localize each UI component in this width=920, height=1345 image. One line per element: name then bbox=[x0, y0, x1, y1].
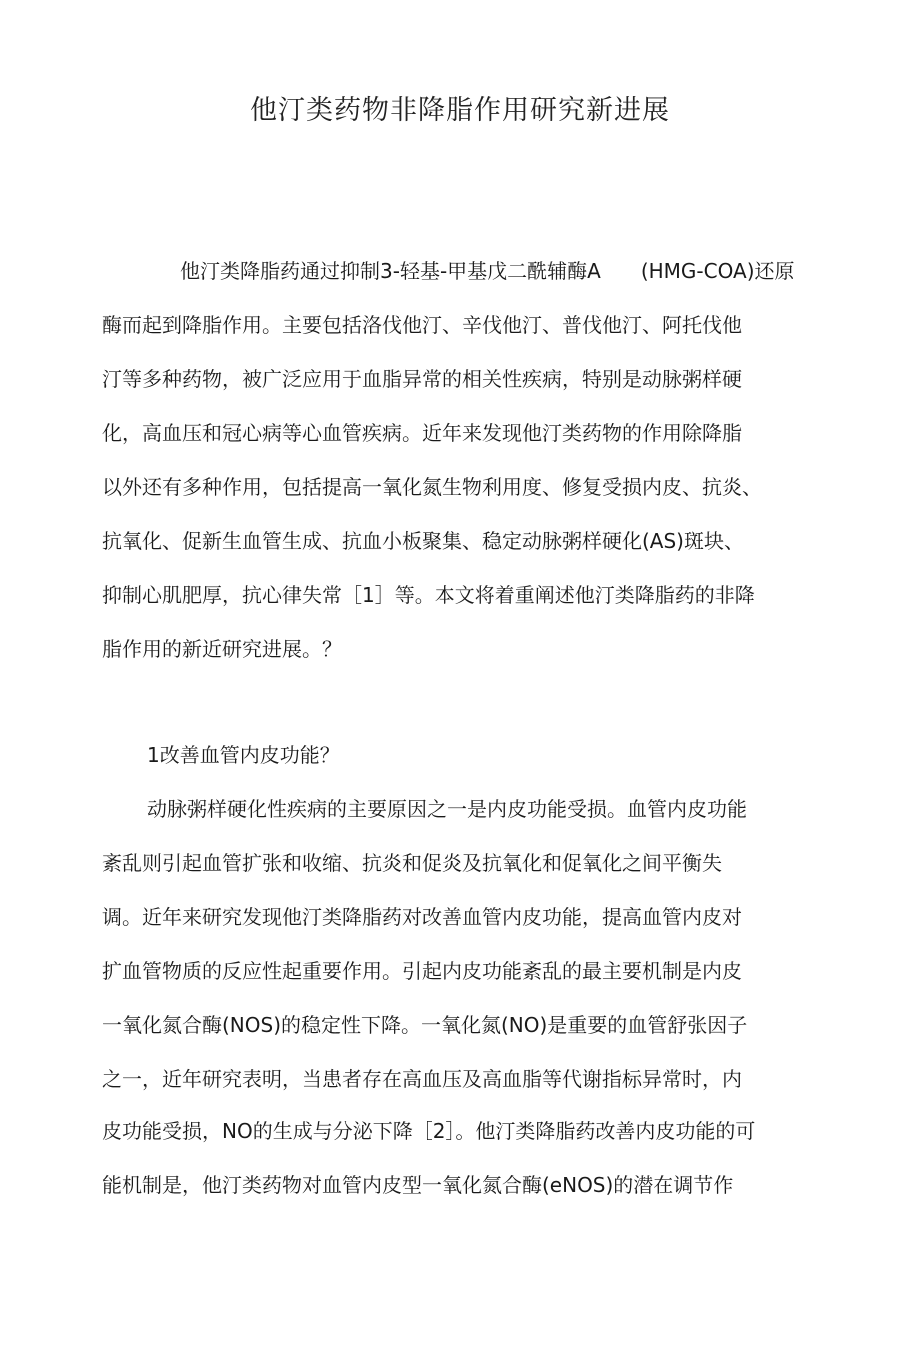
intro-line: 酶而起到降脂作用。主要包括洛伐他汀、辛伐他汀、普伐他汀、阿托伐他 bbox=[102, 313, 742, 337]
section-line: 动脉粥样硬化性疾病的主要原因之一是内皮功能受损。血管内皮功能 bbox=[147, 797, 747, 821]
section-line: 调。近年来研究发现他汀类降脂药对改善血管内皮功能，提高血管内皮对 bbox=[102, 905, 742, 929]
intro-line: 脂作用的新近研究进展。？ bbox=[102, 637, 342, 661]
intro-line: 他汀类降脂药通过抑制3-轻基-甲基戊二酰辅酶A (HMG-COA)还原 bbox=[180, 259, 795, 283]
section-line: 皮功能受损，NO的生成与分泌下降［2］。他汀类降脂药改善内皮功能的可 bbox=[102, 1119, 756, 1143]
intro-line: 化，高血压和冠心病等心血管疾病。近年来发现他汀类药物的作用除降脂 bbox=[102, 421, 742, 445]
section-line: 扩血管物质的反应性起重要作用。引起内皮功能紊乱的最主要机制是内皮 bbox=[102, 959, 742, 983]
section-line: 之一，近年研究表明，当患者存在高血压及高血脂等代谢指标异常时，内 bbox=[102, 1067, 742, 1091]
intro-line: 以外还有多种作用，包括提高一氧化氮生物利用度、修复受损内皮、抗炎、 bbox=[102, 475, 762, 499]
document-title: 他汀类药物非降脂作用研究新进展 bbox=[250, 95, 670, 126]
section-line: 一氧化氮合酶(NOS)的稳定性下降。一氧化氮(NO)是重要的血管舒张因子 bbox=[102, 1013, 748, 1037]
intro-line: 抗氧化、促新生血管生成、抗血小板聚集、稳定动脉粥样硬化(AS)斑块、 bbox=[102, 529, 744, 553]
section-heading: 1改善血管内皮功能？ bbox=[147, 743, 340, 767]
section-line: 能机制是，他汀类药物对血管内皮型一氧化氮合酶(eNOS)的潜在调节作 bbox=[102, 1173, 734, 1197]
section-line: 紊乱则引起血管扩张和收缩、抗炎和促炎及抗氧化和促氧化之间平衡失 bbox=[102, 851, 722, 875]
intro-line: 抑制心肌肥厚，抗心律失常［1］等。本文将着重阐述他汀类降脂药的非降 bbox=[102, 583, 755, 607]
intro-line: 汀等多种药物，被广泛应用于血脂异常的相关性疾病，特别是动脉粥样硬 bbox=[102, 367, 742, 391]
